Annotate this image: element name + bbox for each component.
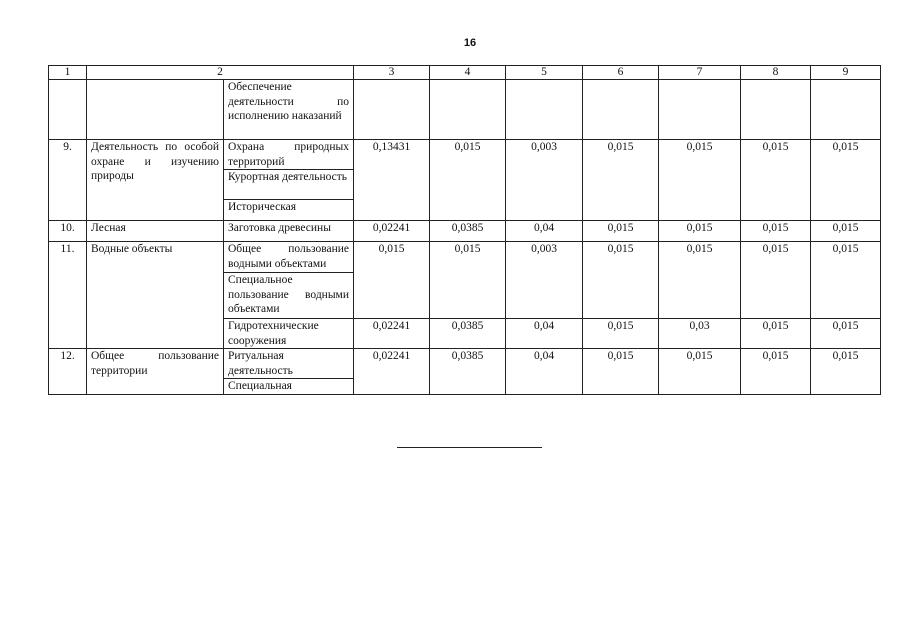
header-cell: 4 [430,66,506,80]
value-cell: 0,015 [354,242,430,319]
value-cell [811,80,881,140]
value-cell: 0,015 [811,319,881,349]
value-cell: 0,003 [506,242,583,319]
header-cell: 8 [741,66,811,80]
activity-cell [87,80,224,140]
subactivity-cell: Специальная [224,379,354,395]
value-cell: 0,015 [430,242,506,319]
end-divider [397,447,542,448]
subactivity-cell: Гидротехнические сооружения [224,319,354,349]
value-cell [506,80,583,140]
activity-cell: Лесная [87,221,224,242]
value-cell: 0,02241 [354,319,430,349]
value-cell: 0,015 [659,349,741,395]
subactivity-cell: Ритуальная деятельность [224,349,354,379]
value-cell: 0,015 [741,349,811,395]
subactivity-cell: Обеспечение деятельности по исполнению наказаний [224,80,354,140]
value-cell [741,80,811,140]
value-cell [659,80,741,140]
row-number-cell [49,80,87,140]
value-cell: 0,015 [811,242,881,319]
value-cell: 0,015 [659,140,741,221]
value-cell: 0,04 [506,221,583,242]
value-cell: 0,04 [506,319,583,349]
value-cell: 0,015 [659,242,741,319]
value-cell [583,80,659,140]
value-cell: 0,015 [741,242,811,319]
value-cell: 0,02241 [354,349,430,395]
row-number-cell: 12. [49,349,87,395]
value-cell: 0,03 [659,319,741,349]
value-cell: 0,0385 [430,221,506,242]
activity-cell: Деятельность по особой охране и изучению природы [87,140,224,221]
value-cell: 0,003 [506,140,583,221]
value-cell: 0,015 [741,319,811,349]
value-cell: 0,015 [583,242,659,319]
value-cell: 0,0385 [430,349,506,395]
page-number: 16 [463,37,477,49]
table-row [49,349,881,379]
subactivity-cell: Общее пользование водными объектами [224,242,354,273]
value-cell: 0,015 [741,221,811,242]
subactivity-cell: Историческая [224,200,354,221]
table-row [49,80,881,140]
header-cell: 7 [659,66,741,80]
value-cell: 0,015 [811,140,881,221]
value-cell: 0,015 [811,221,881,242]
table-row [49,221,881,242]
row-number-cell: 11. [49,242,87,349]
value-cell: 0,015 [583,349,659,395]
header-cell: 1 [49,66,87,80]
value-cell: 0,015 [659,221,741,242]
header-cell: 3 [354,66,430,80]
subactivity-cell: Охрана природных территорий [224,140,354,170]
activity-cell: Водные объекты [87,242,224,349]
value-cell: 0,015 [583,221,659,242]
subactivity-cell: Специальное пользование водными объектами [224,273,354,319]
table-row [49,140,881,170]
value-cell: 0,04 [506,349,583,395]
header-cell: 2 [87,66,354,80]
subactivity-cell: Курортная деятельность [224,170,354,200]
rates-table [48,65,881,395]
value-cell: 0,015 [741,140,811,221]
header-cell: 6 [583,66,659,80]
value-cell: 0,015 [583,319,659,349]
table-row [49,242,881,273]
row-number-cell: 9. [49,140,87,221]
value-cell: 0,015 [430,140,506,221]
value-cell [354,80,430,140]
row-number-cell: 10. [49,221,87,242]
value-cell: 0,13431 [354,140,430,221]
value-cell: 0,015 [811,349,881,395]
subactivity-cell: Заготовка древесины [224,221,354,242]
value-cell: 0,02241 [354,221,430,242]
header-row [49,66,881,80]
header-cell: 5 [506,66,583,80]
value-cell: 0,015 [583,140,659,221]
value-cell: 0,0385 [430,319,506,349]
header-cell: 9 [811,66,881,80]
activity-cell: Общее пользование территории [87,349,224,395]
value-cell [430,80,506,140]
